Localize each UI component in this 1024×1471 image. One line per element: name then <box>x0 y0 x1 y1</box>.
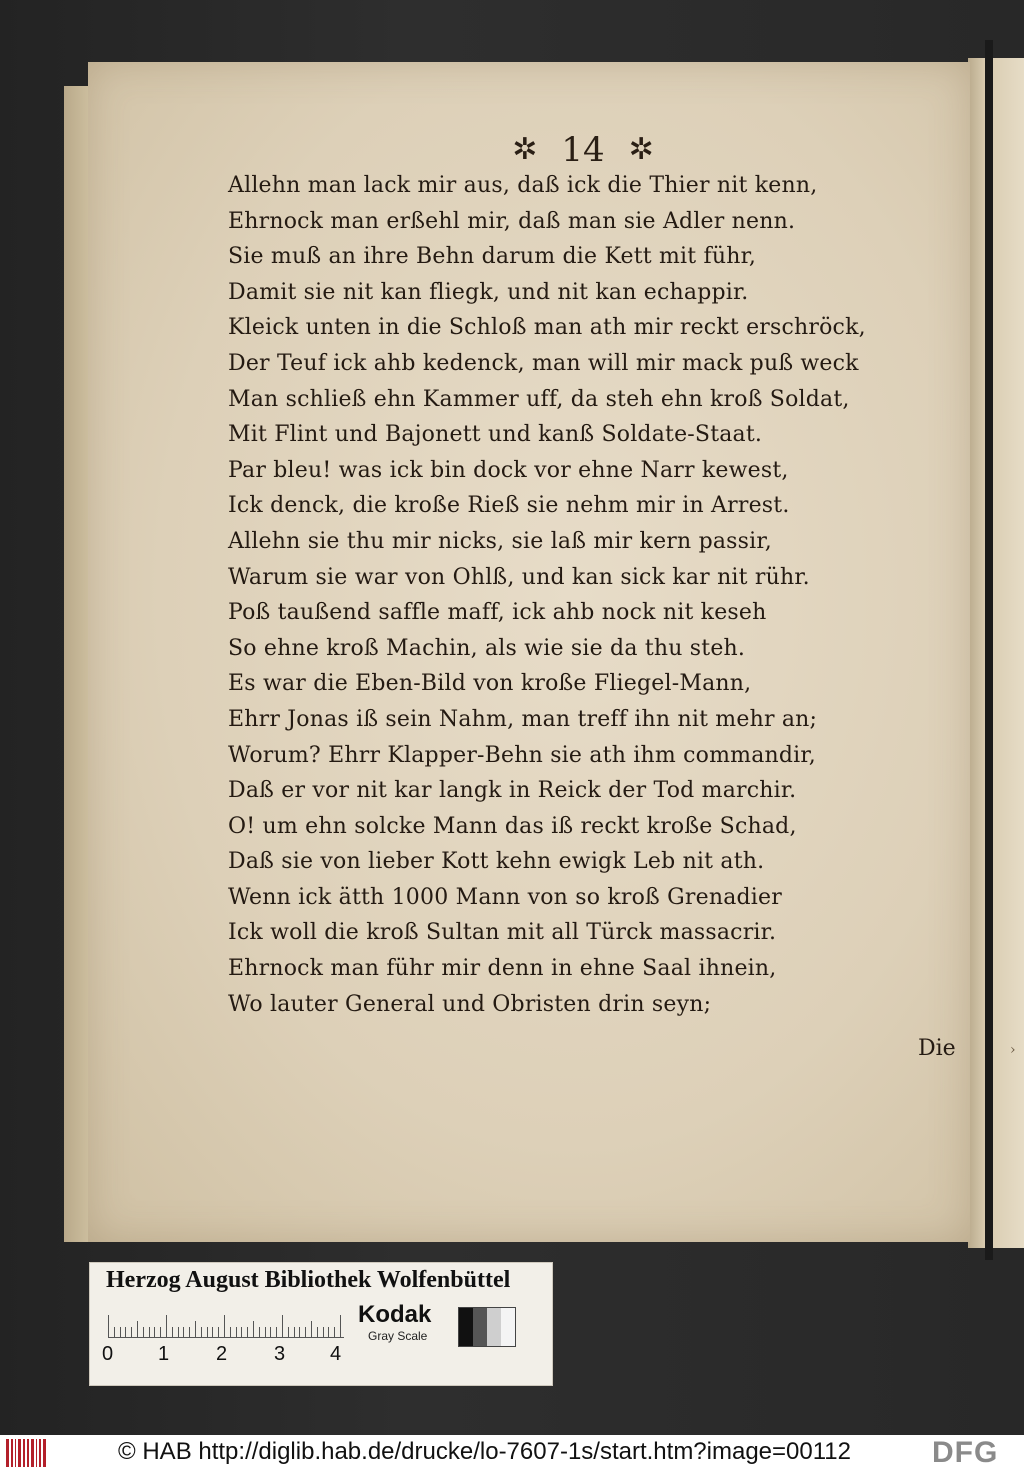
poem-line: Daß sie von lieber Kott kehn ewigk Leb nit ath. <box>228 849 765 875</box>
barcode-icon <box>6 1439 46 1467</box>
poem-line: O! um ehn solcke Mann das iß reckt kroße Schad, <box>228 813 797 839</box>
ruler-tick <box>317 1327 318 1337</box>
poem-line: Allehn man lack mir aus, daß ick die Thier nit kenn, <box>228 173 818 198</box>
catchword: Die <box>918 1036 956 1061</box>
page-gutter <box>985 40 993 1260</box>
ruler-tick <box>137 1321 138 1337</box>
ruler-tick <box>125 1327 126 1337</box>
ruler-tick <box>328 1327 329 1337</box>
poem-line: Man schließ ehn Kammer uff, da steh ehn kroß Soldat, <box>228 386 850 412</box>
poem-line: Warum sie war von Ohlß, und kan sick kar nit rühr. <box>228 564 810 590</box>
ruler-tick <box>195 1321 196 1337</box>
poem-line: Es war die Eben-Bild von kroße Fliegel-Mann, <box>228 671 752 697</box>
ruler-tick <box>259 1327 260 1337</box>
ruler-tick <box>241 1327 242 1337</box>
ruler-tick <box>323 1327 324 1337</box>
ruler-tick <box>282 1315 283 1337</box>
barcode-bar <box>27 1439 29 1467</box>
ruler-tick <box>276 1327 277 1337</box>
ruler-number: 2 <box>216 1343 228 1365</box>
poem-line: Ehrnock man erßehl mir, daß man sie Adler nenn. <box>228 208 796 234</box>
ruler-numbers <box>102 1343 352 1367</box>
ruler-number: 4 <box>330 1343 342 1365</box>
dfg-logo: DFG <box>932 1436 999 1469</box>
ruler-tick <box>166 1315 167 1337</box>
barcode-bar <box>36 1439 38 1467</box>
grayscale-swatch <box>459 1308 473 1346</box>
ruler-tick <box>218 1327 219 1337</box>
ruler-tick <box>131 1327 132 1337</box>
barcode-bar <box>11 1439 13 1467</box>
ruler-tick <box>207 1327 208 1337</box>
barcode-bar <box>18 1439 21 1467</box>
kodak-logo: Kodak <box>358 1301 432 1328</box>
ruler-tick <box>288 1327 289 1337</box>
ruler-tick <box>212 1327 213 1337</box>
ornament-right-icon: ✲ <box>628 132 654 167</box>
ruler-tick <box>108 1315 109 1337</box>
facing-page-edge <box>968 58 1024 1248</box>
grayscale-swatch <box>487 1308 501 1346</box>
grayscale-swatch <box>501 1308 515 1346</box>
ruler-tick <box>154 1327 155 1337</box>
ruler-tick <box>270 1327 271 1337</box>
ruler-tick <box>265 1327 266 1337</box>
footer-bar <box>0 1435 1024 1471</box>
poem-line: Kleick unten in die Schloß man ath mir reckt erschröck, <box>228 315 866 341</box>
ruler-number: 0 <box>102 1343 114 1365</box>
kodak-subtitle: Gray Scale <box>368 1329 428 1343</box>
poem-line: Ehrnock man führ mir denn in ehne Saal ihnein, <box>228 956 777 982</box>
ruler-tick <box>299 1327 300 1337</box>
ruler-tick <box>253 1321 254 1337</box>
copyright-link[interactable]: © HAB http://diglib.hab.de/drucke/lo-7607-1s/start.htm?image=00112 <box>118 1438 851 1465</box>
barcode-bar <box>23 1439 25 1467</box>
ruler-tick <box>114 1327 115 1337</box>
page-stack-edge <box>64 86 90 1242</box>
barcode-bar <box>6 1439 9 1467</box>
ornament-left-icon: ✲ <box>512 132 538 167</box>
poem-line: Ehrr Jonas iß sein Nahm, man treff ihn nit mehr an; <box>228 706 818 732</box>
poem-line: Ick denck, die kroße Rieß sie nehm mir in Arrest. <box>228 493 790 519</box>
ruler-tick <box>120 1327 121 1337</box>
library-scale-card <box>89 1262 553 1386</box>
ruler-tick <box>305 1327 306 1337</box>
ruler-tick <box>201 1327 202 1337</box>
page-number: 14 <box>561 130 605 170</box>
ruler-tick <box>236 1327 237 1337</box>
ruler-tick <box>189 1327 190 1337</box>
barcode-bar <box>31 1439 34 1467</box>
poem-line: Worum? Ehrr Klapper-Behn sie ath ihm commandir, <box>228 742 816 768</box>
ruler-tick <box>160 1327 161 1337</box>
poem-line: Wo lauter General und Obristen drin seyn; <box>228 991 712 1017</box>
page-header <box>478 128 688 172</box>
poem-line: Poß taußend saffle maff, ick ahb nock nit keseh <box>228 600 767 626</box>
ruler-tick <box>311 1321 312 1337</box>
poem-line: Der Teuf ick ahb kedenck, man will mir mack puß weck <box>228 350 859 376</box>
grayscale-swatches <box>458 1307 516 1347</box>
grayscale-swatch <box>473 1308 487 1346</box>
library-name: Herzog August Bibliothek Wolfenbüttel <box>106 1267 511 1293</box>
barcode-bar <box>15 1439 17 1467</box>
ruler-tick <box>230 1327 231 1337</box>
barcode-bar <box>39 1439 41 1467</box>
ruler-tick <box>340 1315 341 1337</box>
poem-line: Damit sie nit kan fliegk, und nit kan echappir. <box>228 279 749 305</box>
facing-page-mark: › <box>1010 1042 1016 1058</box>
poem-line: Mit Flint und Bajonett und kanß Soldate-Staat. <box>228 422 763 448</box>
poem-line: Allehn sie thu mir nicks, sie laß mir kern passir, <box>228 528 772 554</box>
ruler-tick <box>247 1327 248 1337</box>
ruler-number: 1 <box>158 1343 170 1365</box>
ruler-tick <box>149 1327 150 1337</box>
poem-line: Sie muß an ihre Behn darum die Kett mit führ, <box>228 244 757 270</box>
poem-text <box>228 168 868 1022</box>
barcode-bar <box>43 1439 46 1467</box>
ruler-number: 3 <box>274 1343 286 1365</box>
poem-line: Ick woll die kroß Sultan mit all Türck massacrir. <box>228 920 777 946</box>
ruler-scale <box>108 1311 344 1338</box>
poem-line: Par bleu! was ick bin dock vor ehne Narr kewest, <box>228 457 789 483</box>
poem-line: So ehne kroß Machin, als wie sie da thu steh. <box>228 635 746 661</box>
ruler-tick <box>178 1327 179 1337</box>
ruler-tick <box>172 1327 173 1337</box>
ruler-tick <box>183 1327 184 1337</box>
ruler-tick <box>224 1315 225 1337</box>
ruler-tick <box>294 1327 295 1337</box>
ruler-tick <box>334 1327 335 1337</box>
poem-line: Daß er vor nit kar langk in Reick der Tod marchir. <box>228 778 797 804</box>
ruler-tick <box>143 1327 144 1337</box>
poem-line: Wenn ick ätth 1000 Mann von so kroß Grenadier <box>228 884 782 910</box>
